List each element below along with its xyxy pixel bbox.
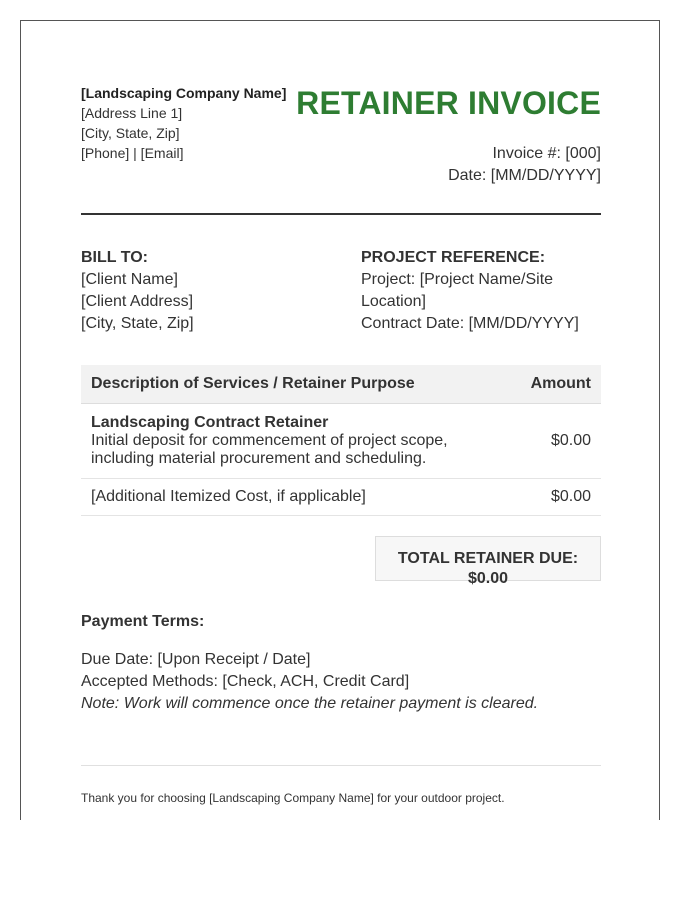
client-address: [Client Address] <box>81 293 194 310</box>
contract-date: Contract Date: [MM/DD/YYYY] <box>361 315 579 332</box>
row-amount: $0.00 <box>521 404 601 479</box>
total-section <box>81 536 601 587</box>
project-heading: PROJECT REFERENCE: <box>361 249 546 266</box>
invoice-number: Invoice #: [000] <box>492 145 601 162</box>
project-name: Project: [Project Name/Site Location] <box>361 271 554 310</box>
company-city: [City, State, Zip] <box>81 125 180 141</box>
project-reference <box>361 247 601 335</box>
payment-note: Note: Work will commence once the retainer payment is cleared. <box>81 695 539 712</box>
client-city: [City, State, Zip] <box>81 315 194 332</box>
table-row <box>81 479 601 516</box>
parties-section <box>81 247 601 335</box>
bill-to <box>81 247 361 335</box>
invoice-content <box>81 83 601 806</box>
client-name: [Client Name] <box>81 271 178 288</box>
table-header-row <box>81 365 601 404</box>
row-description-cell <box>81 404 521 479</box>
invoice-header <box>81 83 601 213</box>
company-contact: [Phone] | [Email] <box>81 145 184 161</box>
table-row <box>81 404 601 479</box>
invoice-meta <box>448 143 601 187</box>
invoice-title: RETAINER INVOICE <box>296 85 601 121</box>
total-retainer-due: TOTAL RETAINER DUE: $0.00 <box>375 536 601 581</box>
invoice-page <box>20 20 660 820</box>
payment-terms <box>81 611 601 715</box>
due-date: Due Date: [Upon Receipt / Date] <box>81 651 311 668</box>
company-address-line: [Address Line 1] <box>81 105 183 121</box>
services-table <box>81 365 601 516</box>
footer-divider <box>81 765 601 766</box>
service-title: Landscaping Contract Retainer <box>91 414 329 431</box>
company-name: [Landscaping Company Name] <box>81 85 287 101</box>
bill-to-heading: BILL TO: <box>81 249 148 266</box>
row-description: [Additional Itemized Cost, if applicable] <box>81 479 521 516</box>
column-header-description: Description of Services / Retainer Purpose <box>81 365 521 404</box>
service-description: Initial deposit for commencement of project scope, including material procurement and scheduling. <box>91 432 448 467</box>
accepted-methods: Accepted Methods: [Check, ACH, Credit Card] <box>81 673 410 690</box>
header-divider <box>81 213 601 215</box>
payment-terms-heading: Payment Terms: <box>81 613 205 630</box>
row-amount: $0.00 <box>521 479 601 516</box>
footer-thank-you: Thank you for choosing [Landscaping Company Name] for your outdoor project. <box>81 791 505 805</box>
column-header-amount: Amount <box>521 365 601 404</box>
invoice-date: Date: [MM/DD/YYYY] <box>448 167 601 184</box>
company-info <box>81 83 286 163</box>
